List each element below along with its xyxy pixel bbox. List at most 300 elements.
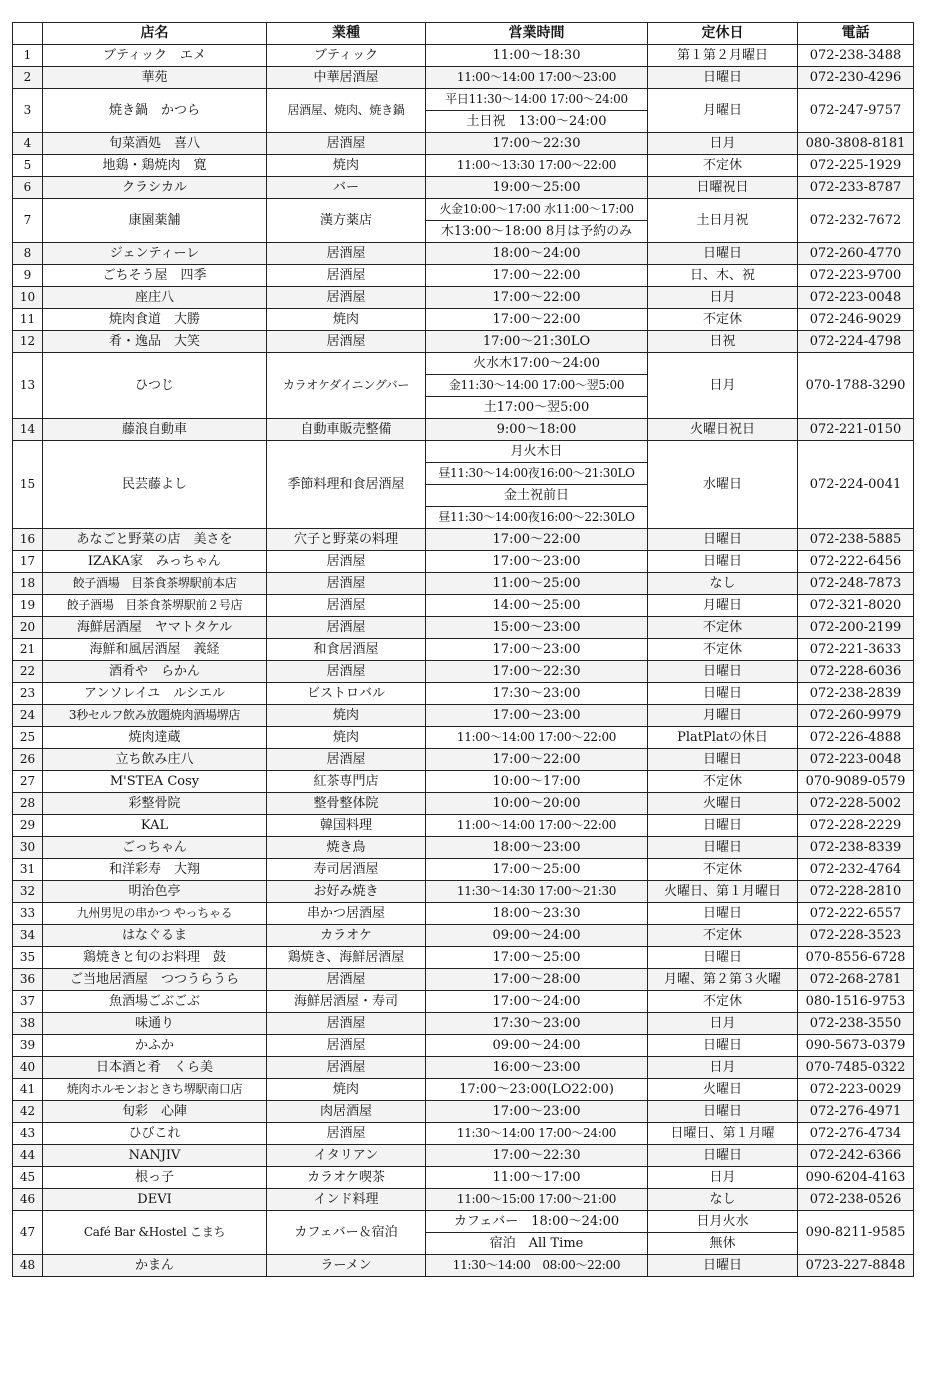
row-number: 26 <box>13 749 43 771</box>
phone-number: 072-223-9700 <box>798 265 914 287</box>
business-type: カラオケ <box>267 925 426 947</box>
shop-list-sheet <box>12 22 914 1277</box>
business-hours: 09:00～24:00 <box>426 925 648 947</box>
phone-number: 072-260-9979 <box>798 705 914 727</box>
business-hours: 19:00～25:00 <box>426 177 648 199</box>
closed-days: 不定休 <box>648 617 798 639</box>
phone-number: 072-242-6366 <box>798 1145 914 1167</box>
row-number: 31 <box>13 859 43 881</box>
row-number: 20 <box>13 617 43 639</box>
business-hours: 昼11:30～14:00夜16:00～22:30LO <box>426 507 648 529</box>
phone-number: 070-7485-0322 <box>798 1057 914 1079</box>
closed-days: 不定休 <box>648 859 798 881</box>
phone-number: 072-233-8787 <box>798 177 914 199</box>
shop-name: かふか <box>43 1035 267 1057</box>
shop-name: 海鮮居酒屋 ヤマトタケル <box>43 617 267 639</box>
business-hours: 平日11:30～14:00 17:00～24:00 <box>426 89 648 111</box>
row-number: 18 <box>13 573 43 595</box>
business-hours: 17:00～23:00 <box>426 551 648 573</box>
phone-number: 072-200-2199 <box>798 617 914 639</box>
closed-days: 土日月祝 <box>648 199 798 243</box>
closed-days: 日曜日 <box>648 1035 798 1057</box>
business-type: 居酒屋 <box>267 1013 426 1035</box>
closed-days: 火曜日 <box>648 1079 798 1101</box>
shop-name: 酒肴や らかん <box>43 661 267 683</box>
row-number: 29 <box>13 815 43 837</box>
closed-days: 日月 <box>648 1057 798 1079</box>
business-type: 中華居酒屋 <box>267 67 426 89</box>
business-hours: 9:00～18:00 <box>426 419 648 441</box>
business-hours: 月火木日 <box>426 441 648 463</box>
phone-number: 072-321-8020 <box>798 595 914 617</box>
closed-days: 日月 <box>648 353 798 419</box>
business-type: ビストロバル <box>267 683 426 705</box>
business-type: バー <box>267 177 426 199</box>
row-number: 12 <box>13 331 43 353</box>
row-number: 43 <box>13 1123 43 1145</box>
phone-number: 072-268-2781 <box>798 969 914 991</box>
row-number: 14 <box>13 419 43 441</box>
row-number: 16 <box>13 529 43 551</box>
table-row <box>13 1013 914 1035</box>
phone-number: 070-1788-3290 <box>798 353 914 419</box>
table-row <box>13 309 914 331</box>
col-header-shop-name: 店名 <box>43 23 267 45</box>
shop-name: はなぐるま <box>43 925 267 947</box>
table-row <box>13 67 914 89</box>
shop-name: 華苑 <box>43 67 267 89</box>
business-hours: 11:30～14:30 17:00～21:30 <box>426 881 648 903</box>
business-type: 韓国料理 <box>267 815 426 837</box>
phone-number: 072-247-9757 <box>798 89 914 133</box>
table-row <box>13 331 914 353</box>
phone-number: 072-232-7672 <box>798 199 914 243</box>
business-type: 肉居酒屋 <box>267 1101 426 1123</box>
col-header-number <box>13 23 43 45</box>
table-row <box>13 793 914 815</box>
col-header-closed-days: 定休日 <box>648 23 798 45</box>
closed-days: 月曜日 <box>648 89 798 133</box>
row-number: 48 <box>13 1255 43 1277</box>
business-hours: 11:00～14:00 17:00～23:00 <box>426 67 648 89</box>
phone-number: 072-232-4764 <box>798 859 914 881</box>
business-type: 居酒屋 <box>267 617 426 639</box>
closed-days: 日曜日 <box>648 1101 798 1123</box>
business-hours: 17:00～22:00 <box>426 529 648 551</box>
closed-days: 不定休 <box>648 991 798 1013</box>
shop-name: ブティック エメ <box>43 45 267 67</box>
table-row <box>13 1145 914 1167</box>
closed-days: 第１第２月曜日 <box>648 45 798 67</box>
row-number: 32 <box>13 881 43 903</box>
row-number: 28 <box>13 793 43 815</box>
phone-number: 072-276-4734 <box>798 1123 914 1145</box>
business-hours: 09:00～24:00 <box>426 1035 648 1057</box>
business-hours: 17:00～25:00 <box>426 859 648 881</box>
row-number: 19 <box>13 595 43 617</box>
business-hours: 17:00～25:00 <box>426 947 648 969</box>
shop-name: 彩整骨院 <box>43 793 267 815</box>
business-type: 居酒屋 <box>267 133 426 155</box>
table-row <box>13 45 914 67</box>
phone-number: 072-238-2839 <box>798 683 914 705</box>
phone-number: 072-228-5002 <box>798 793 914 815</box>
business-hours: 17:00～22:00 <box>426 265 648 287</box>
phone-number: 070-9089-0579 <box>798 771 914 793</box>
table-row <box>13 947 914 969</box>
business-type: 居酒屋 <box>267 287 426 309</box>
shop-name: 康園薬舗 <box>43 199 267 243</box>
closed-days: 日月 <box>648 133 798 155</box>
table-row <box>13 815 914 837</box>
phone-number: 072-246-9029 <box>798 309 914 331</box>
business-hours: 土17:00～翌5:00 <box>426 397 648 419</box>
table-row <box>13 89 914 111</box>
shop-name: 焼肉達蔵 <box>43 727 267 749</box>
row-number: 41 <box>13 1079 43 1101</box>
table-row <box>13 155 914 177</box>
table-row <box>13 1211 914 1233</box>
phone-number: 072-260-4770 <box>798 243 914 265</box>
business-type: 自動車販売整備 <box>267 419 426 441</box>
row-number: 2 <box>13 67 43 89</box>
shop-name: 海鮮和風居酒屋 義経 <box>43 639 267 661</box>
phone-number: 072-228-6036 <box>798 661 914 683</box>
closed-days: 水曜日 <box>648 441 798 529</box>
closed-days: 日月火水 <box>648 1211 798 1233</box>
shop-name: 鶏焼きと旬のお料理 鼓 <box>43 947 267 969</box>
closed-days: 日曜日 <box>648 749 798 771</box>
table-body <box>13 45 914 1277</box>
closed-days: 不定休 <box>648 155 798 177</box>
table-row <box>13 837 914 859</box>
business-hours: 11:00～17:00 <box>426 1167 648 1189</box>
row-number: 17 <box>13 551 43 573</box>
business-type: 焼き鳥 <box>267 837 426 859</box>
business-hours: 17:00～22:00 <box>426 749 648 771</box>
phone-number: 090-8211-9585 <box>798 1211 914 1255</box>
row-number: 11 <box>13 309 43 331</box>
shop-name: 旬彩 心陣 <box>43 1101 267 1123</box>
phone-number: 072-230-4296 <box>798 67 914 89</box>
shop-name: 座庄八 <box>43 287 267 309</box>
business-type: ブティック <box>267 45 426 67</box>
table-row <box>13 265 914 287</box>
shop-name: IZAKA家 みっちゃん <box>43 551 267 573</box>
row-number: 6 <box>13 177 43 199</box>
closed-days: 日曜日 <box>648 1145 798 1167</box>
col-header-phone: 電話 <box>798 23 914 45</box>
phone-number: 080-1516-9753 <box>798 991 914 1013</box>
row-number: 22 <box>13 661 43 683</box>
row-number: 37 <box>13 991 43 1013</box>
closed-days: 不定休 <box>648 309 798 331</box>
shop-name: 焼肉ホルモンおときち堺駅南口店 <box>43 1079 267 1101</box>
business-hours: 木13:00～18:00 8月は予約のみ <box>426 221 648 243</box>
business-type: カラオケ喫茶 <box>267 1167 426 1189</box>
business-hours: 17:00～22:30 <box>426 661 648 683</box>
closed-days: 日曜日 <box>648 551 798 573</box>
business-type: カフェバー＆宿泊 <box>267 1211 426 1255</box>
table-row <box>13 595 914 617</box>
phone-number: 072-238-8339 <box>798 837 914 859</box>
row-number: 46 <box>13 1189 43 1211</box>
closed-days: 月曜、第２第３火曜 <box>648 969 798 991</box>
closed-days: 日曜日 <box>648 661 798 683</box>
phone-number: 072-221-0150 <box>798 419 914 441</box>
business-type: 居酒屋 <box>267 573 426 595</box>
phone-number: 072-238-3550 <box>798 1013 914 1035</box>
closed-days: 日曜日 <box>648 837 798 859</box>
shop-name: 根っ子 <box>43 1167 267 1189</box>
table-row <box>13 1079 914 1101</box>
closed-days: 月曜日 <box>648 595 798 617</box>
business-type: お好み焼き <box>267 881 426 903</box>
shop-name: DEVI <box>43 1189 267 1211</box>
closed-days: 日曜日 <box>648 903 798 925</box>
phone-number: 072-248-7873 <box>798 573 914 595</box>
phone-number: 090-6204-4163 <box>798 1167 914 1189</box>
business-hours: 17:30～23:00 <box>426 683 648 705</box>
phone-number: 072-238-3488 <box>798 45 914 67</box>
row-number: 27 <box>13 771 43 793</box>
row-number: 45 <box>13 1167 43 1189</box>
business-type: 居酒屋 <box>267 1057 426 1079</box>
table-row <box>13 573 914 595</box>
business-type: 居酒屋 <box>267 595 426 617</box>
phone-number: 072-238-0526 <box>798 1189 914 1211</box>
row-number: 13 <box>13 353 43 419</box>
shop-name: 和洋彩寿 大翔 <box>43 859 267 881</box>
table-row <box>13 1035 914 1057</box>
shop-name: アンソレイユ ルシエル <box>43 683 267 705</box>
business-type: 寿司居酒屋 <box>267 859 426 881</box>
table-row <box>13 551 914 573</box>
row-number: 23 <box>13 683 43 705</box>
row-number: 10 <box>13 287 43 309</box>
business-hours: 18:00～23:30 <box>426 903 648 925</box>
table-row <box>13 1167 914 1189</box>
row-number: 30 <box>13 837 43 859</box>
business-hours: 17:00～23:00(LO22:00) <box>426 1079 648 1101</box>
row-number: 39 <box>13 1035 43 1057</box>
table-row <box>13 1057 914 1079</box>
shop-table <box>12 22 914 1277</box>
row-number: 47 <box>13 1211 43 1255</box>
business-hours: 11:00～14:00 17:00～22:00 <box>426 727 648 749</box>
closed-days: 日曜祝日 <box>648 177 798 199</box>
closed-days: 火曜日 <box>648 793 798 815</box>
phone-number: 072-224-4798 <box>798 331 914 353</box>
business-type: 焼肉 <box>267 309 426 331</box>
phone-number: 0723-227-8848 <box>798 1255 914 1277</box>
table-row <box>13 177 914 199</box>
shop-name: 明治色亭 <box>43 881 267 903</box>
phone-number: 072-224-0041 <box>798 441 914 529</box>
closed-days: 日曜日 <box>648 529 798 551</box>
business-type: 串かつ居酒屋 <box>267 903 426 925</box>
row-number: 4 <box>13 133 43 155</box>
closed-days: 不定休 <box>648 925 798 947</box>
business-hours: 11:30～14:00 17:00～24:00 <box>426 1123 648 1145</box>
table-row <box>13 353 914 375</box>
closed-days: なし <box>648 573 798 595</box>
table-row <box>13 683 914 705</box>
closed-days: 不定休 <box>648 771 798 793</box>
row-number: 40 <box>13 1057 43 1079</box>
shop-name: 九州男児の串かつ やっちゃる <box>43 903 267 925</box>
business-type: 焼肉 <box>267 1079 426 1101</box>
business-hours: 17:30～23:00 <box>426 1013 648 1035</box>
closed-days: 無休 <box>648 1233 798 1255</box>
business-hours: 17:00～22:30 <box>426 1145 648 1167</box>
phone-number: 072-228-2810 <box>798 881 914 903</box>
business-hours: 11:30～14:00 08:00～22:00 <box>426 1255 648 1277</box>
closed-days: PlatPlatの休日 <box>648 727 798 749</box>
business-hours: 17:00～22:00 <box>426 309 648 331</box>
phone-number: 072-223-0048 <box>798 749 914 771</box>
closed-days: 月曜日 <box>648 705 798 727</box>
table-row <box>13 1123 914 1145</box>
closed-days: 日、木、祝 <box>648 265 798 287</box>
row-number: 34 <box>13 925 43 947</box>
business-type: 鶏焼き、海鮮居酒屋 <box>267 947 426 969</box>
closed-days: 不定休 <box>648 639 798 661</box>
business-type: 居酒屋 <box>267 331 426 353</box>
phone-number: 072-226-4888 <box>798 727 914 749</box>
table-row <box>13 749 914 771</box>
table-row <box>13 925 914 947</box>
business-hours: 11:00～25:00 <box>426 573 648 595</box>
business-type: 居酒屋 <box>267 243 426 265</box>
table-row <box>13 199 914 221</box>
closed-days: 日曜日 <box>648 67 798 89</box>
shop-name: 肴・逸品 大笑 <box>43 331 267 353</box>
shop-name: 藤浪自動車 <box>43 419 267 441</box>
table-row <box>13 419 914 441</box>
closed-days: 火曜日祝日 <box>648 419 798 441</box>
shop-name: ジェンティーレ <box>43 243 267 265</box>
table-row <box>13 991 914 1013</box>
phone-number: 070-8556-6728 <box>798 947 914 969</box>
business-hours: 14:00～25:00 <box>426 595 648 617</box>
business-hours: カフェバー 18:00～24:00 <box>426 1211 648 1233</box>
phone-number: 072-228-2229 <box>798 815 914 837</box>
shop-name: ひつじ <box>43 353 267 419</box>
table-row <box>13 705 914 727</box>
closed-days: 日曜日 <box>648 243 798 265</box>
shop-name: ごっちゃん <box>43 837 267 859</box>
shop-name: 3秒セルフ飲み放題焼肉酒場堺店 <box>43 705 267 727</box>
phone-number: 090-5673-0379 <box>798 1035 914 1057</box>
table-row <box>13 529 914 551</box>
phone-number: 072-225-1929 <box>798 155 914 177</box>
business-hours: 11:00～13:30 17:00～22:00 <box>426 155 648 177</box>
business-hours: 17:00～28:00 <box>426 969 648 991</box>
phone-number: 072-221-3633 <box>798 639 914 661</box>
phone-number: 072-223-0029 <box>798 1079 914 1101</box>
business-type: 漢方薬店 <box>267 199 426 243</box>
business-hours: 17:00～23:00 <box>426 705 648 727</box>
business-type: イタリアン <box>267 1145 426 1167</box>
business-hours: 金土祝前日 <box>426 485 648 507</box>
business-hours: 宿泊 All Time <box>426 1233 648 1255</box>
business-type: 穴子と野菜の料理 <box>267 529 426 551</box>
shop-name: 魚酒場ごぶごぶ <box>43 991 267 1013</box>
business-hours: 火金10:00～17:00 水11:00～17:00 <box>426 199 648 221</box>
phone-number: 072-238-5885 <box>798 529 914 551</box>
business-type: 居酒屋 <box>267 1035 426 1057</box>
business-type: 焼肉 <box>267 155 426 177</box>
row-number: 33 <box>13 903 43 925</box>
business-hours: 17:00～23:00 <box>426 1101 648 1123</box>
business-hours: 土日祝 13:00～24:00 <box>426 111 648 133</box>
shop-name: 地鶏・鶏焼肉 寛 <box>43 155 267 177</box>
business-type: 季節料理和食居酒屋 <box>267 441 426 529</box>
row-number: 5 <box>13 155 43 177</box>
row-number: 1 <box>13 45 43 67</box>
row-number: 3 <box>13 89 43 133</box>
business-hours: 火水木17:00～24:00 <box>426 353 648 375</box>
shop-name: 餃子酒場 目茶食茶堺駅前本店 <box>43 573 267 595</box>
closed-days: なし <box>648 1189 798 1211</box>
closed-days: 日曜日 <box>648 815 798 837</box>
business-type: ラーメン <box>267 1255 426 1277</box>
business-type: 居酒屋 <box>267 551 426 573</box>
business-hours: 15:00～23:00 <box>426 617 648 639</box>
table-row <box>13 639 914 661</box>
business-type: 居酒屋 <box>267 749 426 771</box>
business-type: 紅茶専門店 <box>267 771 426 793</box>
business-hours: 18:00～24:00 <box>426 243 648 265</box>
business-hours: 昼11:30～14:00夜16:00～21:30LO <box>426 463 648 485</box>
business-type: インド料理 <box>267 1189 426 1211</box>
business-hours: 17:00～22:00 <box>426 287 648 309</box>
phone-number: 080-3808-8181 <box>798 133 914 155</box>
closed-days: 日曜日 <box>648 1255 798 1277</box>
business-type: 居酒屋 <box>267 969 426 991</box>
business-type: 居酒屋 <box>267 265 426 287</box>
closed-days: 日曜日 <box>648 683 798 705</box>
table-row <box>13 661 914 683</box>
shop-name: 立ち飲み庄八 <box>43 749 267 771</box>
business-type: 焼肉 <box>267 705 426 727</box>
row-number: 15 <box>13 441 43 529</box>
shop-name: 民芸藤よし <box>43 441 267 529</box>
business-hours: 17:00～22:30 <box>426 133 648 155</box>
table-row <box>13 1189 914 1211</box>
phone-number: 072-223-0048 <box>798 287 914 309</box>
table-row <box>13 133 914 155</box>
shop-name: ご当地居酒屋 つつうらうら <box>43 969 267 991</box>
shop-name: NANJIV <box>43 1145 267 1167</box>
row-number: 24 <box>13 705 43 727</box>
business-hours: 11:00～14:00 17:00～22:00 <box>426 815 648 837</box>
business-type: 焼肉 <box>267 727 426 749</box>
business-hours: 11:00～18:30 <box>426 45 648 67</box>
closed-days: 日月 <box>648 1167 798 1189</box>
closed-days: 火曜日、第１月曜日 <box>648 881 798 903</box>
table-row <box>13 441 914 463</box>
business-type: 海鮮居酒屋・寿司 <box>267 991 426 1013</box>
closed-days: 日祝 <box>648 331 798 353</box>
closed-days: 日曜日 <box>648 947 798 969</box>
table-row <box>13 617 914 639</box>
closed-days: 日月 <box>648 1013 798 1035</box>
row-number: 44 <box>13 1145 43 1167</box>
table-row <box>13 287 914 309</box>
business-hours: 16:00～23:00 <box>426 1057 648 1079</box>
